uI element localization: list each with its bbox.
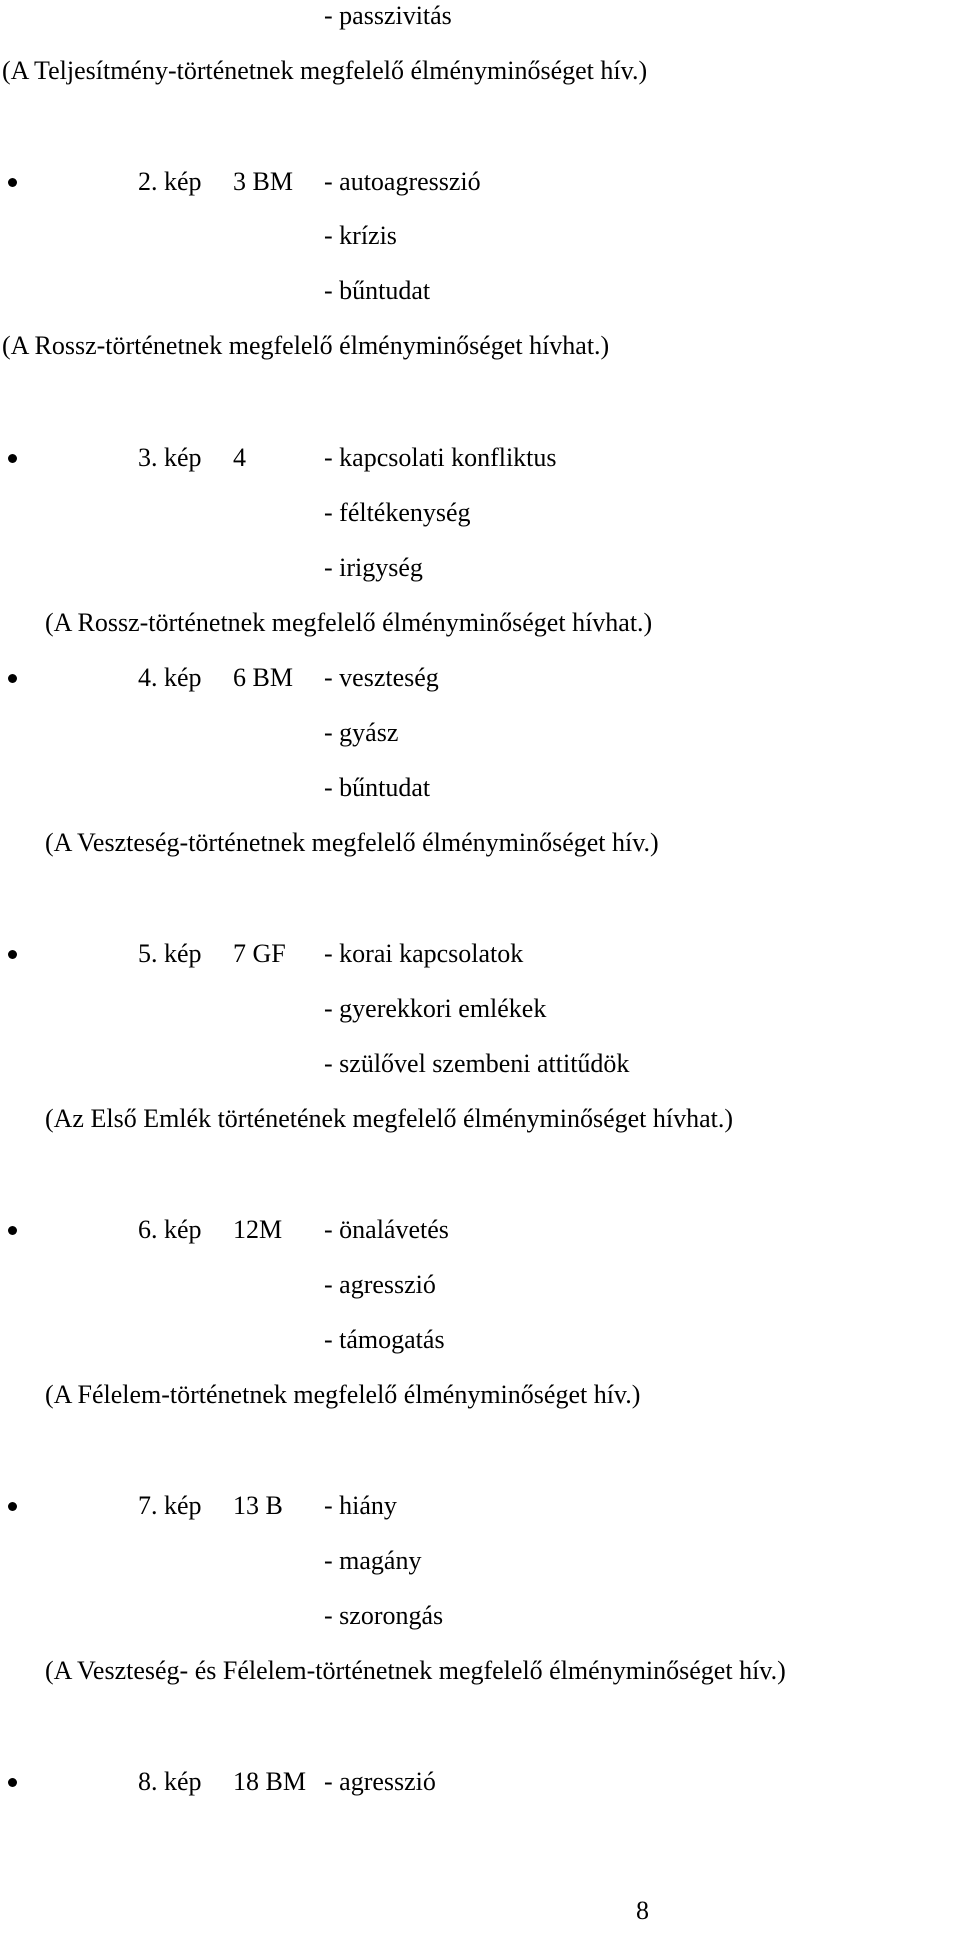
entry-caption: (A Félelem-történetnek megfelelő élményminőséget hív.) xyxy=(45,1380,641,1409)
list-item-line: - agresszió xyxy=(324,1270,436,1299)
list-item-line: - krízis xyxy=(324,221,397,250)
entry-number: 5. kép xyxy=(138,939,202,968)
entry-caption: (A Rossz-történetnek megfelelő élményminőséget hívhat.) xyxy=(2,331,610,360)
entry-code: 18 BM xyxy=(233,1767,306,1796)
list-item-line: - korai kapcsolatok xyxy=(324,939,524,968)
entry-number: 2. kép xyxy=(138,167,202,196)
list-item-line: - agresszió xyxy=(324,1767,436,1796)
page-number: 8 xyxy=(636,1896,649,1925)
bullet-icon xyxy=(8,178,17,187)
bullet-icon xyxy=(8,1226,17,1235)
entry-code: 3 BM xyxy=(233,167,293,196)
list-item-line: - kapcsolati konfliktus xyxy=(324,443,557,472)
entry-caption: (A Rossz-történetnek megfelelő élményminőséget hívhat.) xyxy=(45,608,653,637)
entry-number: 6. kép xyxy=(138,1215,202,1244)
list-item-line: - szülővel szembeni attitűdök xyxy=(324,1049,630,1078)
list-item-line: - bűntudat xyxy=(324,276,431,305)
entry-code: 6 BM xyxy=(233,663,293,692)
entry-caption: (A Teljesítmény-történetnek megfelelő élményminőséget hív.) xyxy=(2,56,648,85)
entry-code: 13 B xyxy=(233,1491,283,1520)
entry-caption: (A Veszteség- és Félelem-történetnek megfelelő élményminőséget hív.) xyxy=(45,1656,786,1685)
list-item-line: - gyerekkori emlékek xyxy=(324,994,547,1023)
bullet-icon xyxy=(8,1778,17,1787)
entry-number: 8. kép xyxy=(138,1767,202,1796)
entry-code: 7 GF xyxy=(233,939,286,968)
bullet-icon xyxy=(8,674,17,683)
entry-number: 3. kép xyxy=(138,443,202,472)
list-item-line: - bűntudat xyxy=(324,773,431,802)
bullet-icon xyxy=(8,1502,17,1511)
list-item-line: - féltékenység xyxy=(324,498,471,527)
bullet-icon xyxy=(8,454,17,463)
list-item-line: - veszteség xyxy=(324,663,439,692)
entry-code: 12M xyxy=(233,1215,283,1244)
entry-code: 4 xyxy=(233,443,246,472)
entry-number: 7. kép xyxy=(138,1491,202,1520)
list-item-line: - szorongás xyxy=(324,1601,444,1630)
entry-caption: (Az Első Emlék történetének megfelelő élményminőséget hívhat.) xyxy=(45,1104,734,1133)
list-item-line: - gyász xyxy=(324,718,399,747)
list-item-line: - önalávetés xyxy=(324,1215,449,1244)
bullet-icon xyxy=(8,950,17,959)
list-item-line: - passzivitás xyxy=(324,1,452,30)
list-item-line: - támogatás xyxy=(324,1325,445,1354)
list-item-line: - irigység xyxy=(324,553,423,582)
list-item-line: - magány xyxy=(324,1546,422,1575)
list-item-line: - hiány xyxy=(324,1491,397,1520)
entry-caption: (A Veszteség-történetnek megfelelő élményminőséget hív.) xyxy=(45,828,659,857)
list-item-line: - autoagresszió xyxy=(324,167,481,196)
entry-number: 4. kép xyxy=(138,663,202,692)
